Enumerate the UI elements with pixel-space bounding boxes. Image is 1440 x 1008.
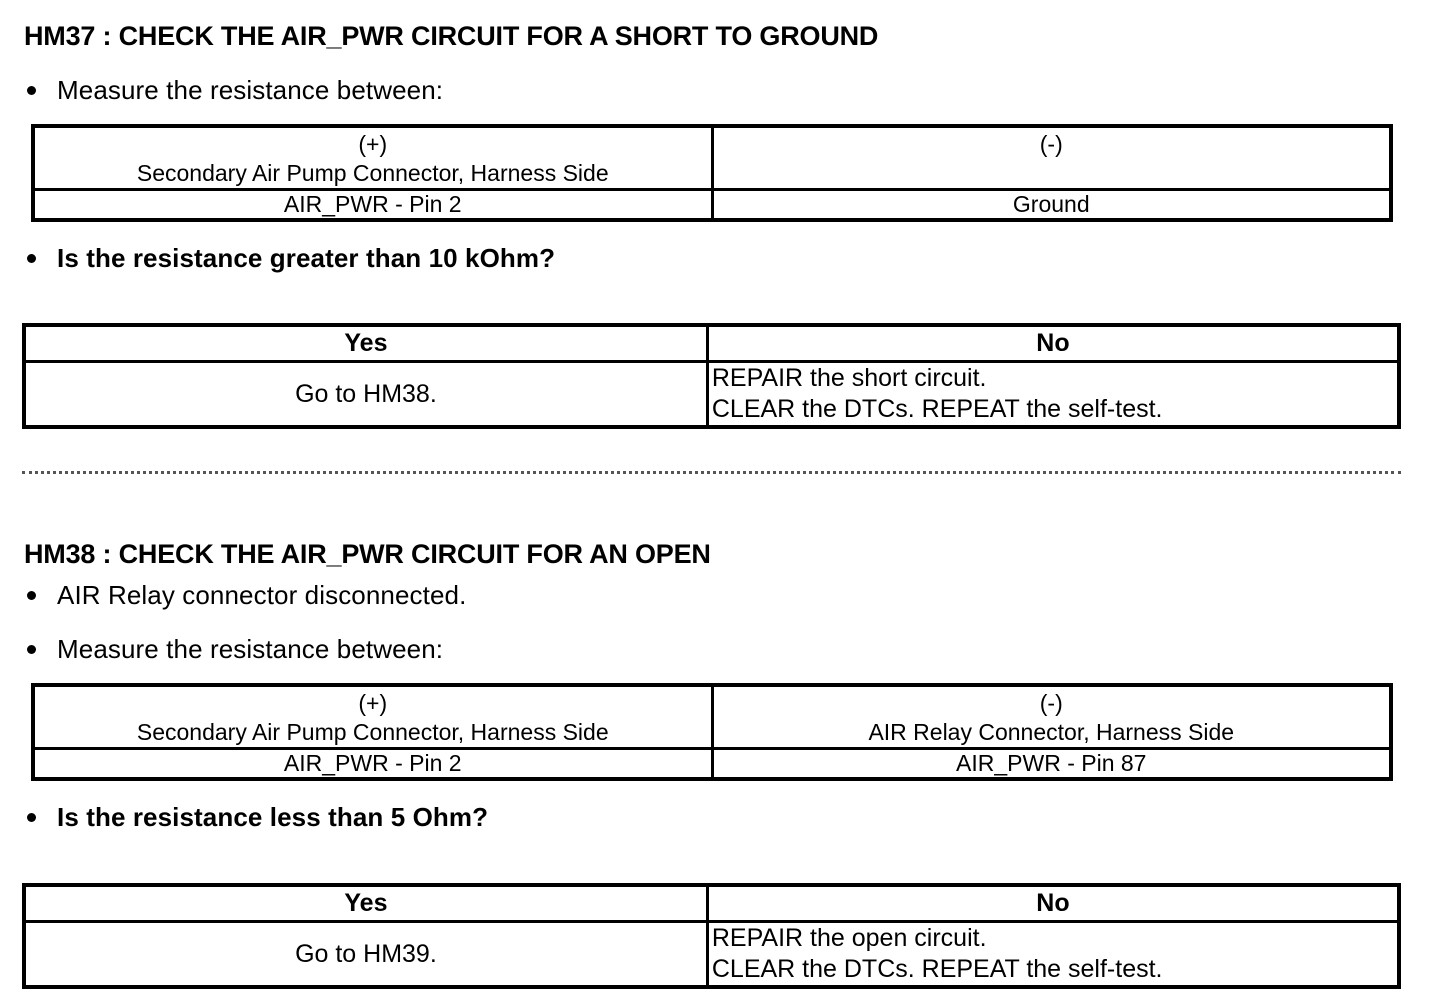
negative-symbol: (-)	[1039, 690, 1063, 716]
section-divider	[22, 471, 1401, 474]
no-header: No	[707, 885, 1399, 922]
question-text: Is the resistance less than 5 Ohm?	[57, 801, 489, 832]
bullet-icon	[27, 813, 36, 822]
no-action-line-1: REPAIR the open circuit.	[711, 924, 987, 952]
bullet-icon	[27, 645, 36, 654]
hm38-heading: HM38 : CHECK THE AIR_PWR CIRCUIT FOR AN OPEN	[24, 539, 711, 569]
positive-pin: AIR_PWR - Pin 2	[33, 749, 712, 780]
yes-action: Go to HM39.	[24, 922, 707, 988]
positive-connector: Secondary Air Pump Connector, Harness Side	[136, 160, 609, 186]
bullet-text: AIR Relay connector disconnected.	[57, 579, 467, 610]
bullet-icon	[27, 591, 36, 600]
hm37-question-bullet	[24, 242, 555, 274]
hm37-heading: HM37 : CHECK THE AIR_PWR CIRCUIT FOR A SHORT TO GROUND	[24, 21, 879, 51]
yes-action: Go to HM38.	[24, 362, 707, 428]
negative-probe-header	[712, 126, 1391, 190]
positive-connector: Secondary Air Pump Connector, Harness Side	[136, 719, 609, 745]
negative-connector: AIR Relay Connector, Harness Side	[868, 719, 1235, 745]
negative-pin: AIR_PWR - Pin 87	[712, 749, 1391, 780]
no-action-line-1: REPAIR the short circuit.	[711, 364, 987, 392]
table-header-row	[24, 885, 1399, 922]
table-row	[24, 362, 1399, 428]
positive-probe-header	[33, 685, 712, 749]
hm37-measure-table	[31, 124, 1393, 222]
bullet-icon	[27, 254, 36, 263]
table-row	[24, 922, 1399, 988]
table-header-row	[33, 126, 1391, 190]
no-header: No	[707, 325, 1399, 362]
table-row	[33, 749, 1391, 780]
positive-pin: AIR_PWR - Pin 2	[33, 190, 712, 221]
hm38-measure-bullet	[24, 633, 443, 665]
negative-probe-header	[712, 685, 1391, 749]
hm37-measure-bullet	[24, 74, 443, 106]
negative-pin: Ground	[712, 190, 1391, 221]
table-header-row	[33, 685, 1391, 749]
no-action	[707, 362, 1399, 428]
hm38-measure-table	[31, 683, 1393, 781]
bullet-text: Measure the resistance between:	[57, 633, 444, 664]
no-action-line-2: CLEAR the DTCs. REPEAT the self-test.	[711, 955, 1163, 983]
table-header-row	[24, 325, 1399, 362]
question-text: Is the resistance greater than 10 kOhm?	[57, 242, 556, 273]
no-action	[707, 922, 1399, 988]
hm38-result-table	[22, 883, 1401, 989]
table-row	[33, 190, 1391, 221]
bullet-text: Measure the resistance between:	[57, 74, 444, 105]
negative-symbol: (-)	[1039, 131, 1063, 157]
no-action-line-2: CLEAR the DTCs. REPEAT the self-test.	[711, 395, 1163, 423]
positive-probe-header	[33, 126, 712, 190]
yes-header: Yes	[24, 885, 707, 922]
hm37-result-table	[22, 323, 1401, 429]
bullet-icon	[27, 86, 36, 95]
positive-symbol: (+)	[358, 131, 388, 157]
hm38-precondition-bullet	[24, 579, 466, 611]
hm38-question-bullet	[24, 801, 488, 833]
positive-symbol: (+)	[358, 690, 388, 716]
yes-header: Yes	[24, 325, 707, 362]
